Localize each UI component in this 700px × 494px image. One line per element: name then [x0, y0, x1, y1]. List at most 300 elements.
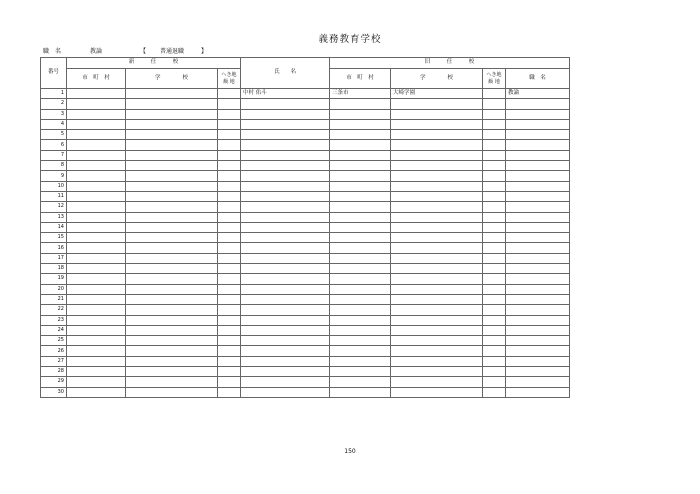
row-number: 6: [41, 140, 67, 150]
old-remote-cell: [483, 325, 506, 335]
old-job-cell: [506, 171, 570, 181]
old-remote-cell: [483, 150, 506, 160]
new-school-cell: [126, 99, 218, 109]
new-school-cell: [126, 150, 218, 160]
new-city-cell: [67, 336, 126, 346]
old-remote-cell: [483, 284, 506, 294]
old-job-cell: [506, 140, 570, 150]
old-remote-cell: [483, 130, 506, 140]
old-job-cell: [506, 109, 570, 119]
table-row: [41, 140, 570, 150]
new-city-cell: [67, 89, 126, 99]
header-old-job: 職 名: [506, 69, 570, 89]
table-row: [41, 171, 570, 181]
table-row: [41, 202, 570, 212]
name-cell: [241, 222, 330, 232]
old-job-cell: [506, 356, 570, 366]
row-number: 17: [41, 253, 67, 263]
name-cell: [241, 274, 330, 284]
old-city-cell: [330, 109, 391, 119]
old-remote-cell: [483, 264, 506, 274]
old-school-cell: [391, 274, 483, 284]
new-remote-cell: [218, 367, 241, 377]
name-cell: [241, 243, 330, 253]
new-city-cell: [67, 356, 126, 366]
name-cell: [241, 356, 330, 366]
bracket-close: 】: [201, 48, 208, 55]
old-remote-cell: [483, 233, 506, 243]
new-remote-cell: [218, 140, 241, 150]
name-cell: [241, 150, 330, 160]
old-city-cell: [330, 284, 391, 294]
row-number: 2: [41, 99, 67, 109]
new-remote-cell: [218, 284, 241, 294]
old-city-cell: [330, 130, 391, 140]
name-cell: [241, 284, 330, 294]
old-remote-cell: [483, 305, 506, 315]
name-cell: [241, 315, 330, 325]
table-row: [41, 99, 570, 109]
new-remote-cell: [218, 89, 241, 99]
old-school-cell: [391, 325, 483, 335]
old-city-cell: [330, 264, 391, 274]
row-number: 3: [41, 109, 67, 119]
old-school-cell: [391, 387, 483, 397]
old-job-cell: [506, 336, 570, 346]
old-job-cell: [506, 130, 570, 140]
new-city-cell: [67, 305, 126, 315]
old-job-cell: [506, 377, 570, 387]
old-school-cell: [391, 253, 483, 263]
roster-table: [40, 57, 570, 398]
name-cell: [241, 191, 330, 201]
name-cell: [241, 119, 330, 129]
row-number: 9: [41, 171, 67, 181]
old-school-cell: [391, 315, 483, 325]
name-cell: [241, 181, 330, 191]
old-remote-cell: [483, 336, 506, 346]
new-city-cell: [67, 150, 126, 160]
row-number: 8: [41, 161, 67, 171]
old-school-cell: [391, 367, 483, 377]
new-city-cell: [67, 346, 126, 356]
old-city-cell: 三条市: [330, 89, 391, 99]
old-school-cell: 大崎学園: [391, 89, 483, 99]
new-city-cell: [67, 130, 126, 140]
roster-body: [41, 89, 570, 398]
new-city-cell: [67, 181, 126, 191]
old-school-cell: [391, 305, 483, 315]
row-number: 5: [41, 130, 67, 140]
table-row: [41, 387, 570, 397]
new-remote-cell: [218, 264, 241, 274]
old-school-cell: [391, 140, 483, 150]
new-city-cell: [67, 202, 126, 212]
new-school-cell: [126, 367, 218, 377]
new-school-cell: [126, 130, 218, 140]
old-school-cell: [391, 284, 483, 294]
old-city-cell: [330, 181, 391, 191]
name-cell: [241, 202, 330, 212]
new-remote-cell: [218, 191, 241, 201]
old-city-cell: [330, 233, 391, 243]
old-city-cell: [330, 356, 391, 366]
old-remote-cell: [483, 367, 506, 377]
new-city-cell: [67, 243, 126, 253]
new-city-cell: [67, 264, 126, 274]
new-city-cell: [67, 212, 126, 222]
new-school-cell: [126, 346, 218, 356]
header-new-school-group: 新 任 校: [67, 58, 241, 69]
new-remote-cell: [218, 243, 241, 253]
old-job-cell: [506, 387, 570, 397]
old-remote-cell: [483, 119, 506, 129]
old-remote-cell: [483, 294, 506, 304]
old-city-cell: [330, 253, 391, 263]
new-school-cell: [126, 140, 218, 150]
old-job-cell: [506, 191, 570, 201]
page-title: 義務教育学校: [318, 34, 382, 45]
old-remote-cell: [483, 191, 506, 201]
name-cell: [241, 140, 330, 150]
old-city-cell: [330, 243, 391, 253]
old-city-cell: [330, 367, 391, 377]
old-remote-cell: [483, 243, 506, 253]
old-job-cell: [506, 222, 570, 232]
table-row: [41, 284, 570, 294]
old-school-cell: [391, 191, 483, 201]
old-job-cell: [506, 315, 570, 325]
new-city-cell: [67, 109, 126, 119]
old-city-cell: [330, 377, 391, 387]
old-job-cell: [506, 325, 570, 335]
table-row: [41, 356, 570, 366]
old-school-cell: [391, 243, 483, 253]
table-row: [41, 181, 570, 191]
name-cell: [241, 130, 330, 140]
old-school-cell: [391, 222, 483, 232]
table-row: [41, 346, 570, 356]
table-row: [41, 191, 570, 201]
old-job-cell: [506, 181, 570, 191]
new-remote-cell: [218, 377, 241, 387]
new-remote-cell: [218, 387, 241, 397]
new-school-cell: [126, 336, 218, 346]
old-job-cell: [506, 305, 570, 315]
new-school-cell: [126, 191, 218, 201]
old-job-cell: [506, 274, 570, 284]
table-row: [41, 336, 570, 346]
new-city-cell: [67, 253, 126, 263]
table-row: [41, 253, 570, 263]
old-job-cell: [506, 284, 570, 294]
row-number: 14: [41, 222, 67, 232]
name-cell: [241, 377, 330, 387]
table-row: [41, 119, 570, 129]
header-new-city: 市 町 村: [67, 69, 126, 89]
old-city-cell: [330, 325, 391, 335]
new-remote-cell: [218, 161, 241, 171]
row-number: 20: [41, 284, 67, 294]
row-number: 7: [41, 150, 67, 160]
row-number: 16: [41, 243, 67, 253]
old-city-cell: [330, 161, 391, 171]
header-old-remote-grade: [483, 69, 506, 89]
row-number: 13: [41, 212, 67, 222]
header-old-remote-top: へき地: [486, 71, 502, 78]
new-remote-cell: [218, 109, 241, 119]
new-school-cell: [126, 325, 218, 335]
category-value: 普通退職: [160, 48, 185, 55]
new-city-cell: [67, 171, 126, 181]
old-school-cell: [391, 356, 483, 366]
new-city-cell: [67, 377, 126, 387]
new-city-cell: [67, 161, 126, 171]
old-remote-cell: [483, 315, 506, 325]
table-row: [41, 243, 570, 253]
new-school-cell: [126, 119, 218, 129]
old-city-cell: [330, 150, 391, 160]
table-row: [41, 89, 570, 99]
row-number: 19: [41, 274, 67, 284]
new-remote-cell: [218, 305, 241, 315]
new-school-cell: [126, 356, 218, 366]
row-number: 15: [41, 233, 67, 243]
old-city-cell: [330, 387, 391, 397]
header-new-remote-grade: [218, 69, 241, 89]
row-number: 18: [41, 264, 67, 274]
old-city-cell: [330, 305, 391, 315]
header-old-school: 学 校: [391, 69, 483, 89]
old-city-cell: [330, 99, 391, 109]
old-remote-cell: [483, 356, 506, 366]
old-job-cell: [506, 294, 570, 304]
old-school-cell: [391, 264, 483, 274]
row-number: 29: [41, 377, 67, 387]
old-job-cell: [506, 202, 570, 212]
old-school-cell: [391, 377, 483, 387]
new-remote-cell: [218, 130, 241, 140]
old-school-cell: [391, 109, 483, 119]
old-remote-cell: [483, 89, 506, 99]
old-job-cell: [506, 99, 570, 109]
old-job-cell: [506, 243, 570, 253]
old-remote-cell: [483, 161, 506, 171]
bracket-open: 【: [140, 48, 147, 55]
new-school-cell: [126, 387, 218, 397]
old-school-cell: [391, 346, 483, 356]
header-old-school-group: 旧 任 校: [330, 58, 570, 69]
new-remote-cell: [218, 171, 241, 181]
new-remote-cell: [218, 202, 241, 212]
header-new-remote-bottom: 級 地: [223, 78, 235, 85]
new-city-cell: [67, 191, 126, 201]
row-number: 4: [41, 119, 67, 129]
new-remote-cell: [218, 233, 241, 243]
new-remote-cell: [218, 274, 241, 284]
new-city-cell: [67, 222, 126, 232]
old-job-cell: 教論: [506, 89, 570, 99]
new-school-cell: [126, 233, 218, 243]
old-school-cell: [391, 119, 483, 129]
new-remote-cell: [218, 315, 241, 325]
new-school-cell: [126, 377, 218, 387]
old-remote-cell: [483, 274, 506, 284]
old-school-cell: [391, 181, 483, 191]
old-job-cell: [506, 253, 570, 263]
new-city-cell: [67, 119, 126, 129]
table-row: [41, 367, 570, 377]
name-cell: [241, 233, 330, 243]
new-city-cell: [67, 325, 126, 335]
old-city-cell: [330, 171, 391, 181]
old-remote-cell: [483, 253, 506, 263]
name-cell: [241, 387, 330, 397]
new-remote-cell: [218, 212, 241, 222]
new-city-cell: [67, 284, 126, 294]
table-row: [41, 315, 570, 325]
new-city-cell: [67, 140, 126, 150]
new-remote-cell: [218, 119, 241, 129]
old-job-cell: [506, 233, 570, 243]
name-cell: [241, 264, 330, 274]
new-city-cell: [67, 315, 126, 325]
name-cell: [241, 346, 330, 356]
old-remote-cell: [483, 202, 506, 212]
table-row: [41, 222, 570, 232]
new-remote-cell: [218, 356, 241, 366]
row-number: 26: [41, 346, 67, 356]
old-remote-cell: [483, 109, 506, 119]
new-school-cell: [126, 264, 218, 274]
table-row: [41, 325, 570, 335]
new-city-cell: [67, 367, 126, 377]
row-number: 25: [41, 336, 67, 346]
old-job-cell: [506, 367, 570, 377]
header-number: 番号: [41, 58, 67, 89]
name-cell: [241, 109, 330, 119]
new-school-cell: [126, 212, 218, 222]
old-city-cell: [330, 274, 391, 284]
row-number: 24: [41, 325, 67, 335]
new-school-cell: [126, 171, 218, 181]
new-remote-cell: [218, 336, 241, 346]
table-row: [41, 233, 570, 243]
new-school-cell: [126, 202, 218, 212]
table-row: [41, 161, 570, 171]
old-remote-cell: [483, 171, 506, 181]
name-cell: [241, 171, 330, 181]
new-remote-cell: [218, 99, 241, 109]
name-cell: [241, 367, 330, 377]
old-remote-cell: [483, 140, 506, 150]
row-number: 21: [41, 294, 67, 304]
name-cell: [241, 305, 330, 315]
old-job-cell: [506, 264, 570, 274]
table-row: [41, 150, 570, 160]
new-city-cell: [67, 294, 126, 304]
old-city-cell: [330, 202, 391, 212]
table-row: [41, 109, 570, 119]
new-remote-cell: [218, 222, 241, 232]
old-city-cell: [330, 294, 391, 304]
new-remote-cell: [218, 253, 241, 263]
old-city-cell: [330, 336, 391, 346]
row-number: 1: [41, 89, 67, 99]
new-school-cell: [126, 315, 218, 325]
name-cell: 中村 佑斗: [241, 89, 330, 99]
name-cell: [241, 253, 330, 263]
old-job-cell: [506, 212, 570, 222]
name-cell: [241, 336, 330, 346]
table-row: [41, 305, 570, 315]
old-school-cell: [391, 99, 483, 109]
old-school-cell: [391, 171, 483, 181]
new-school-cell: [126, 294, 218, 304]
new-city-cell: [67, 274, 126, 284]
old-remote-cell: [483, 387, 506, 397]
row-number: 22: [41, 305, 67, 315]
table-row: [41, 130, 570, 140]
new-city-cell: [67, 233, 126, 243]
table-row: [41, 274, 570, 284]
new-remote-cell: [218, 150, 241, 160]
new-school-cell: [126, 181, 218, 191]
old-job-cell: [506, 161, 570, 171]
old-school-cell: [391, 294, 483, 304]
old-remote-cell: [483, 212, 506, 222]
old-city-cell: [330, 191, 391, 201]
old-school-cell: [391, 130, 483, 140]
old-city-cell: [330, 212, 391, 222]
old-city-cell: [330, 222, 391, 232]
row-number: 27: [41, 356, 67, 366]
row-number: 10: [41, 181, 67, 191]
old-city-cell: [330, 346, 391, 356]
job-value: 教論: [90, 48, 103, 55]
name-cell: [241, 99, 330, 109]
old-remote-cell: [483, 346, 506, 356]
new-remote-cell: [218, 294, 241, 304]
old-city-cell: [330, 315, 391, 325]
old-school-cell: [391, 233, 483, 243]
row-number: 12: [41, 202, 67, 212]
name-cell: [241, 161, 330, 171]
name-cell: [241, 212, 330, 222]
table-row: [41, 212, 570, 222]
old-city-cell: [330, 140, 391, 150]
new-remote-cell: [218, 181, 241, 191]
row-number: 30: [41, 387, 67, 397]
header-old-remote-bottom: 級 地: [488, 78, 500, 85]
name-cell: [241, 325, 330, 335]
table-row: [41, 294, 570, 304]
old-school-cell: [391, 212, 483, 222]
meta-line: [43, 47, 569, 57]
old-job-cell: [506, 346, 570, 356]
row-number: 28: [41, 367, 67, 377]
new-school-cell: [126, 253, 218, 263]
old-city-cell: [330, 119, 391, 129]
header-new-remote-top: へき地: [221, 71, 237, 78]
old-school-cell: [391, 161, 483, 171]
new-city-cell: [67, 387, 126, 397]
old-remote-cell: [483, 222, 506, 232]
row-number: 11: [41, 191, 67, 201]
header-old-city: 市 町 村: [330, 69, 391, 89]
new-school-cell: [126, 222, 218, 232]
old-school-cell: [391, 202, 483, 212]
